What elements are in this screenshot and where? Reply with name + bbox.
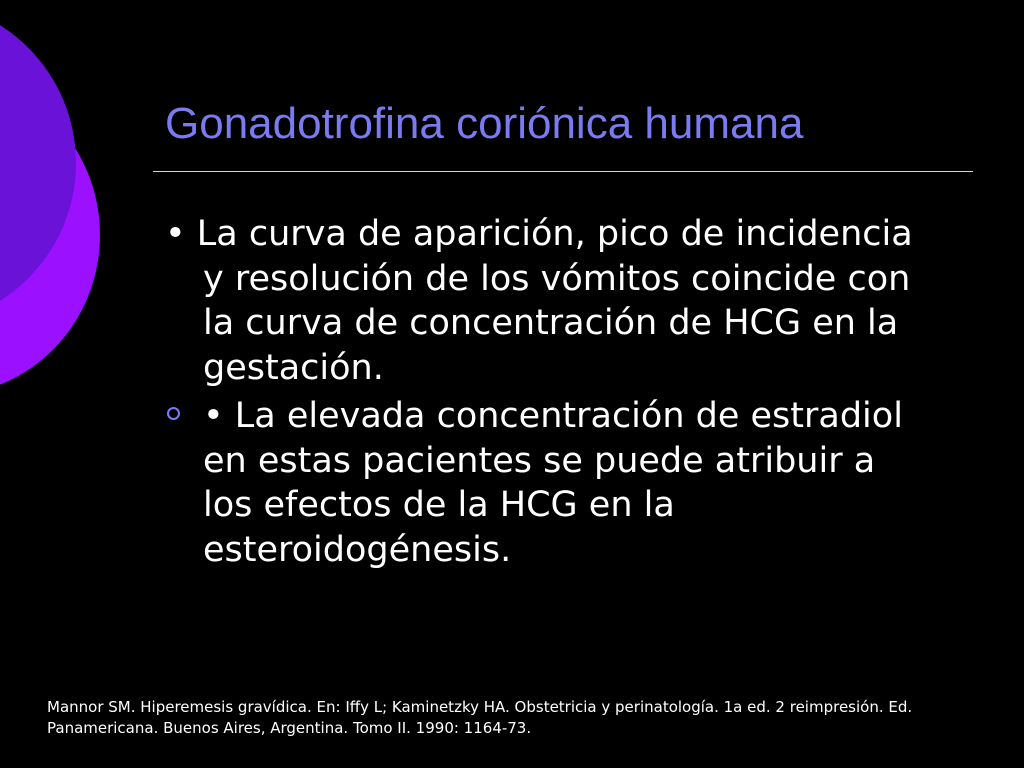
- bullet-item: [165, 394, 925, 572]
- bullet-item: [165, 212, 925, 390]
- slide-title: Gonadotrofina coriónica humana: [165, 99, 804, 148]
- reference-citation: Mannor SM. Hiperemesis gravídica. En: Iffy L; Kaminetzky HA. Obstetricia y perinatología. 1a ed. 2 reimpresión. Ed. Panamericana. Buenos Aires, Argentina. Tomo II. 1990: 1164-73.: [47, 698, 913, 737]
- title-divider: [153, 171, 973, 172]
- bullet-text: • La curva de aparición, pico de incidencia y resolución de los vómitos coincide con la curva de concentración de HCG en la gestación.: [165, 214, 913, 388]
- ring-bullet-icon: [167, 407, 180, 420]
- bullet-text: • La elevada concentración de estradiol en estas pacientes se puede atribuir a los efectos de la HCG en la esteroidogénesis.: [203, 396, 903, 570]
- slide-body: [165, 212, 925, 572]
